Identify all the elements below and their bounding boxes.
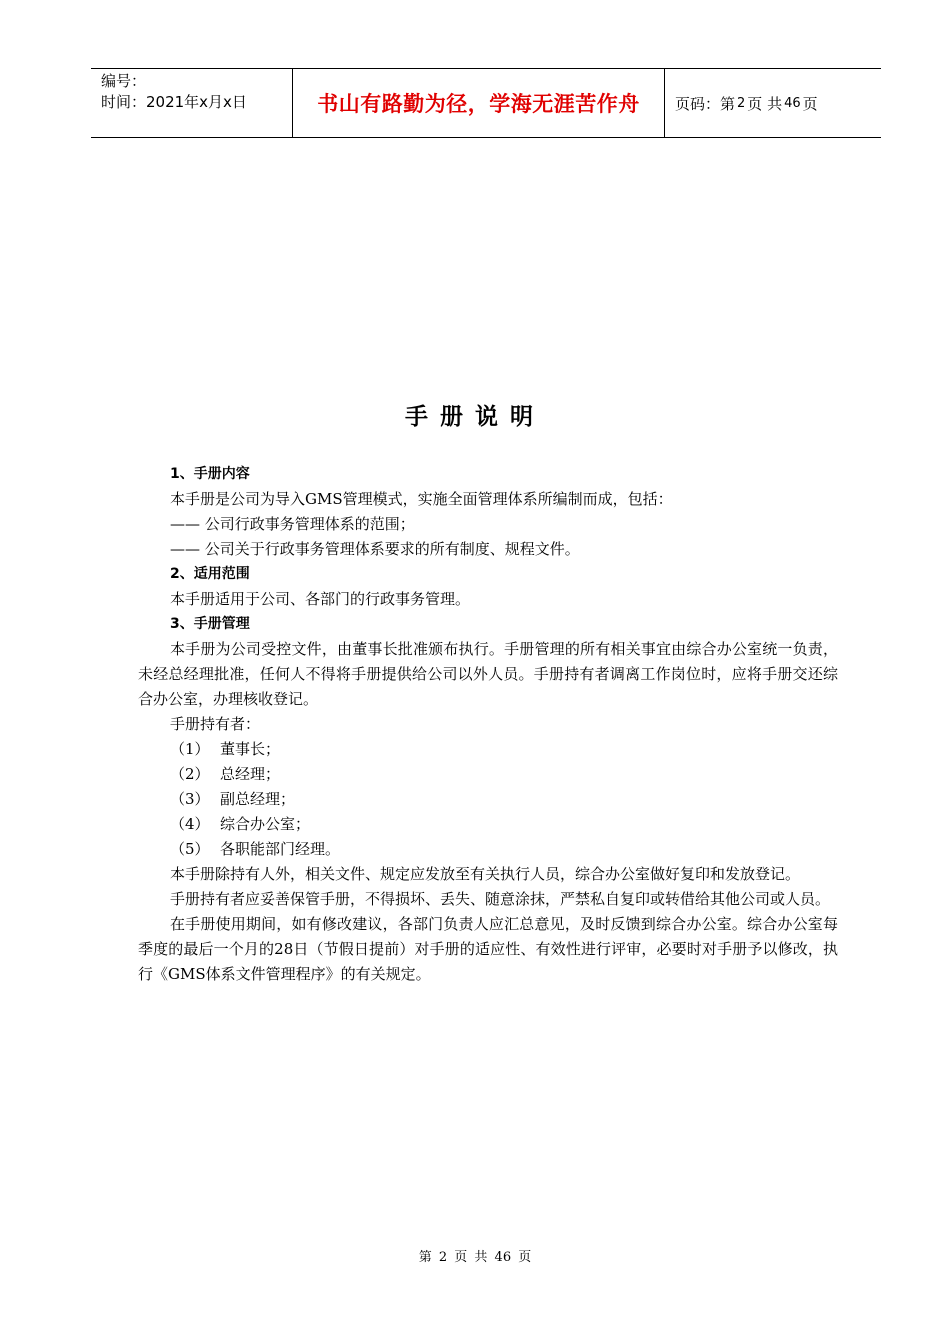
holder-list-item: [138, 762, 838, 787]
page-suffix: 页: [802, 94, 818, 113]
holder-list-item: [138, 837, 838, 862]
section-3-paragraph-2: 本手册除持有人外，相关文件、规定应发放至有关执行人员，综合办公室做好复印和发放登记。: [170, 865, 801, 883]
page-header: [91, 68, 881, 138]
page-prefix: 页码：第: [675, 94, 736, 113]
holder-number: （2）: [170, 765, 210, 783]
section-3-paragraph: 本手册为公司受控文件，由董事长批准颁布执行。手册管理的所有相关事宜由综合办公室统一负责，未经总经理批准，任何人不得将手册提供给公司以外人员。手册持有者调离工作岗位时，应将手册交还综合办公室，办理核收登记。: [138, 640, 838, 708]
section-1-paragraph: 本手册是公司为导入GMS管理模式，实施全面管理体系所编制而成，包括：: [170, 490, 673, 508]
page-mid: 页 共: [747, 94, 783, 113]
section-3-paragraph-4: 在手册使用期间，如有修改建议，各部门负责人应汇总意见，及时反馈到综合办公室。综合办公室每季度的最后一个月的28日（节假日提前）对手册的适应性、有效性进行评审，必要时对手册予以修改，执行《GMS体系文件管理程序》的有关规定。: [138, 915, 838, 983]
section-1-dash-item: —— 公司行政事务管理体系的范围；: [170, 515, 415, 533]
section-3-heading: 3、手册管理: [170, 616, 250, 632]
holder-list-item: [138, 737, 838, 762]
holder-number: （5）: [170, 840, 210, 858]
document-title: 手册说明: [405, 403, 545, 430]
holder-number: （3）: [170, 790, 210, 808]
time-label: 时间：2021年x月x日: [101, 93, 247, 111]
holder-text: 总经理；: [220, 765, 281, 783]
holder-list-item: [138, 787, 838, 812]
holder-text: 各职能部门经理。: [220, 840, 341, 858]
header-motto: 书山有路勤为径，学海无涯苦作舟: [293, 69, 665, 137]
page-footer: 第 2 页 共 46 页: [418, 1250, 532, 1265]
holders-label: 手册持有者：: [170, 715, 261, 733]
page-number: 2: [737, 95, 746, 111]
holder-number: （4）: [170, 815, 210, 833]
section-3-paragraph-3: 手册持有者应妥善保管手册，不得损坏、丢失、随意涂抹，严禁私自复印或转借给其他公司或人员。: [170, 890, 831, 908]
section-2-paragraph: 本手册适用于公司、各部门的行政事务管理。: [170, 590, 471, 608]
header-meta: [91, 69, 293, 137]
document-body: [138, 462, 838, 987]
section-2-heading: 2、适用范围: [170, 566, 250, 582]
serial-label: 编号：: [101, 72, 147, 90]
holder-text: 副总经理；: [220, 790, 296, 808]
header-page-info: [665, 69, 881, 137]
section-1-dash-item: —— 公司关于行政事务管理体系要求的所有制度、规程文件。: [170, 540, 580, 558]
holder-number: （1）: [170, 740, 210, 758]
holder-text: 董事长；: [220, 740, 281, 758]
page-total: 46: [784, 95, 801, 111]
holder-text: 综合办公室；: [220, 815, 311, 833]
section-1-heading: 1、手册内容: [170, 466, 250, 482]
holder-list-item: [138, 812, 838, 837]
